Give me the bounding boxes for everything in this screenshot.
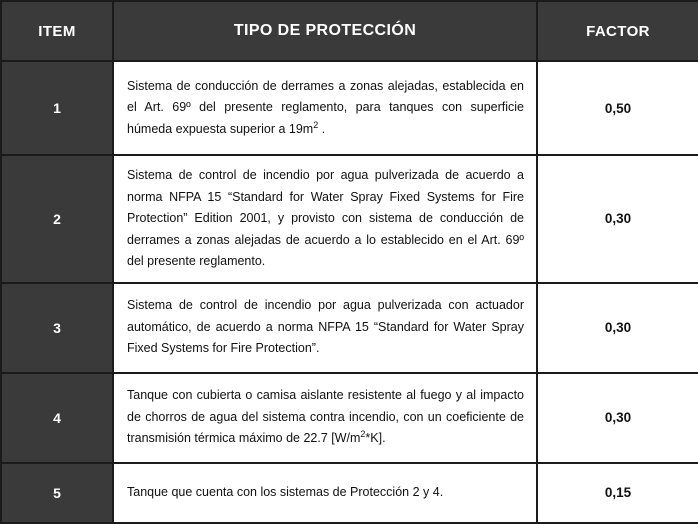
cell-factor-value: 0,30	[537, 155, 698, 283]
cell-factor-value: 0,15	[537, 463, 698, 523]
cell-factor-value: 0,30	[537, 283, 698, 373]
cell-protection-description	[113, 463, 537, 523]
table-header-row	[1, 1, 698, 61]
table-row	[1, 463, 698, 523]
cell-item-number: 2	[1, 155, 113, 283]
description-superscript: 2	[360, 429, 366, 440]
table-header	[1, 1, 698, 61]
table-body	[1, 61, 698, 523]
cell-protection-description	[113, 155, 537, 283]
cell-item-number: 4	[1, 373, 113, 463]
description-text-after: .	[318, 121, 326, 136]
cell-item-number: 1	[1, 61, 113, 155]
description-text-before: Tanque que cuenta con los sistemas de Protección 2 y 4.	[127, 484, 444, 499]
column-header-tipo-de-proteccion: TIPO DE PROTECCIÓN	[113, 1, 537, 61]
column-header-factor: FACTOR	[537, 1, 698, 61]
cell-item-number: 5	[1, 463, 113, 523]
cell-item-number: 3	[1, 283, 113, 373]
cell-protection-description	[113, 373, 537, 463]
description-text-after: *K].	[365, 431, 386, 446]
description-text-before: Sistema de control de incendio por agua pulverizada con actuador automático, de acuerdo a norma NFPA 15 “Standard for Water Spray Fixed Systems for Fire Protection”.	[127, 298, 524, 356]
column-header-item: ITEM	[1, 1, 113, 61]
table-row	[1, 155, 698, 283]
description-text-before: Sistema de control de incendio por agua pulverizada de acuerdo a norma NFPA 15 “Standard for Water Spray Fixed Systems for Fire Protection” Edition 2001, y provisto con sistema de conducción de derrames a zonas alejadas de acuerdo a lo establecido en el Art. 69º del presente reglamento.	[127, 168, 524, 268]
table-row	[1, 283, 698, 373]
cell-factor-value: 0,50	[537, 61, 698, 155]
description-superscript: 2	[313, 119, 319, 130]
cell-protection-description	[113, 283, 537, 373]
table-row	[1, 373, 698, 463]
description-text-before: Sistema de conducción de derrames a zonas alejadas, establecida en el Art. 69º del presente reglamento, para tanques con superficie húmeda expuesta superior a 19m	[127, 78, 524, 136]
table-row	[1, 61, 698, 155]
cell-factor-value: 0,30	[537, 373, 698, 463]
cell-protection-description	[113, 61, 537, 155]
description-text-before: Tanque con cubierta o camisa aislante resistente al fuego y al impacto de chorros de agua del sistema contra incendio, con un coeficiente de transmisión térmica máximo de 22.7 [W/m	[127, 388, 524, 446]
